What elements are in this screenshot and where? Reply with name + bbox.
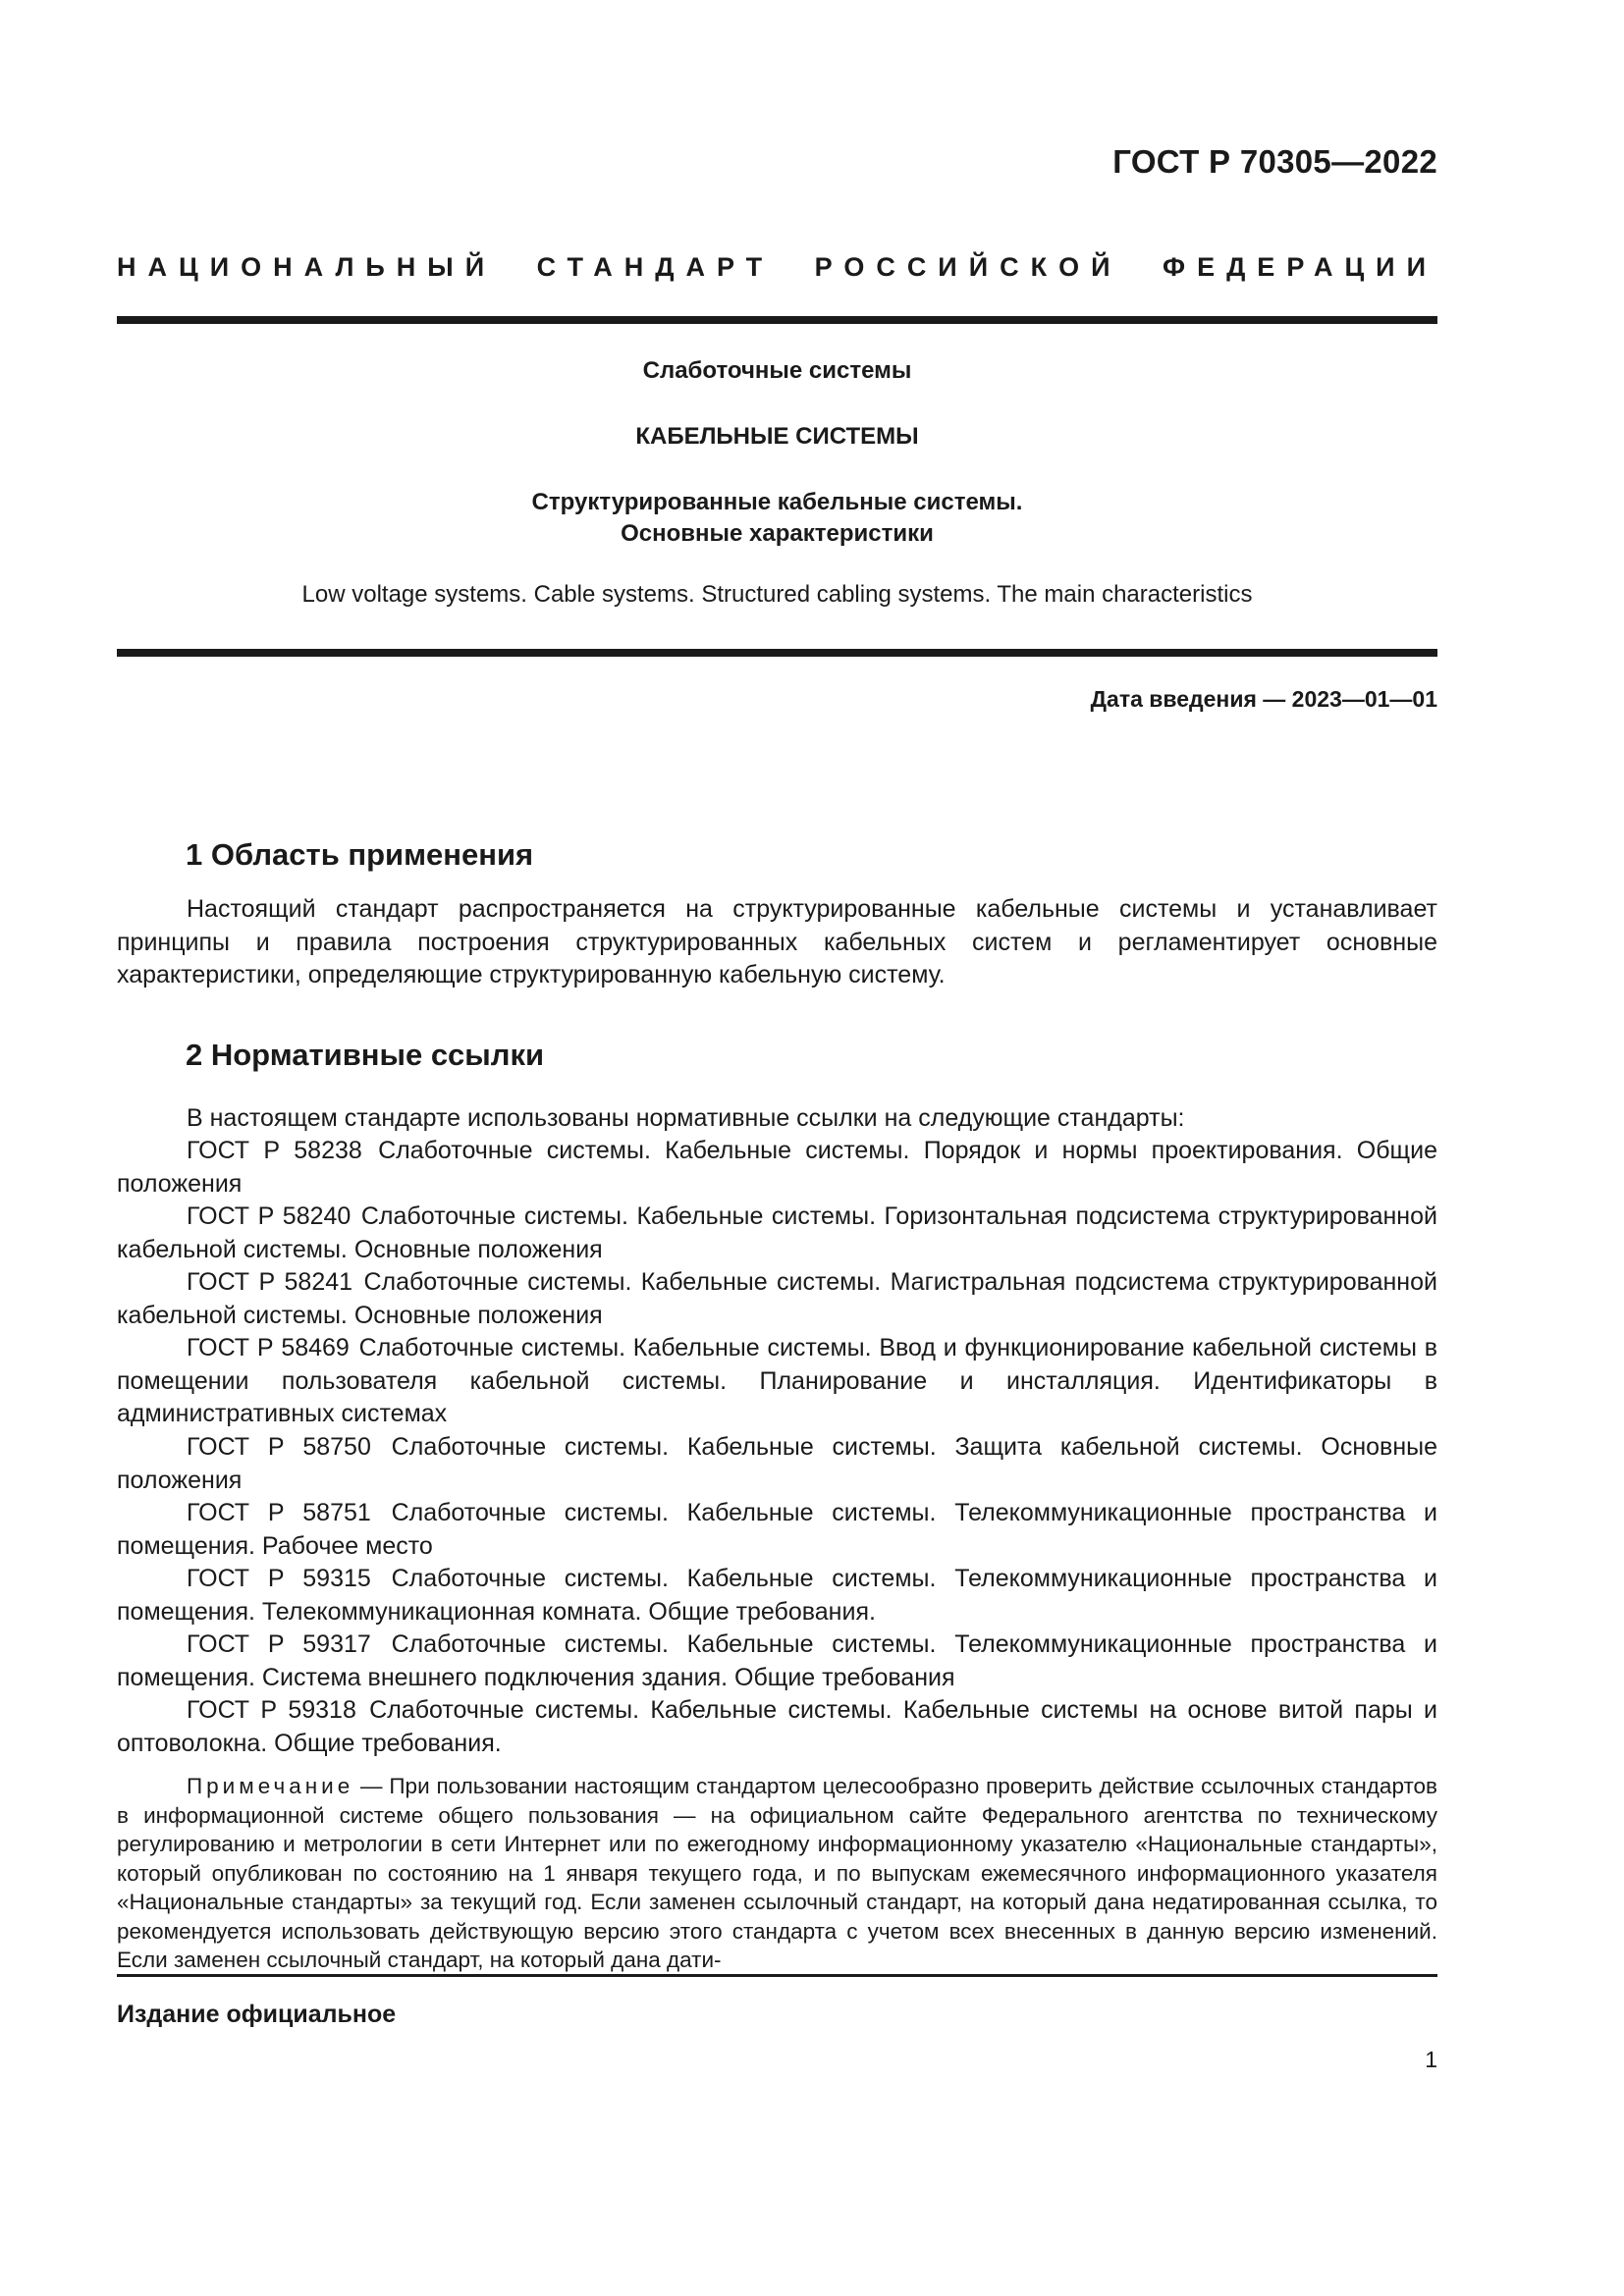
- reference-item: [117, 1563, 1437, 1629]
- title-line-4: Основные характеристики: [621, 520, 934, 547]
- reference-code: ГОСТ Р 58750: [187, 1433, 371, 1461]
- note-text: — При пользовании настоящим стандартом целесообразно проверить действие ссылочных стандартов в информационной системе общего пользования — на официальном сайте Федерального агентства по техническому регулированию и метрологии в сети Интернет или по ежегодному информационному указателю «Национальные стандарты», который опубликован по состоянию на 1 января текущего года, и по выпускам ежемесячного информационного указателя «Национальные стандарты» за текущий год. Если заменен ссылочный стандарт, на который дана недатированная ссылка, то рекомендуется использовать действующую версию этого стандарта с учетом всех внесенных в данную версию изменений. Если заменен ссылочный стандарт, на который дана дати-: [117, 1774, 1437, 1972]
- footer-divider: [117, 1974, 1437, 1977]
- reference-code: ГОСТ Р 59318: [187, 1696, 356, 1724]
- reference-title: Слаботочные системы. Кабельные системы. Кабельные системы на основе витой пары и оптоволокна. Общие требования.: [117, 1696, 1437, 1757]
- reference-title: Слаботочные системы. Кабельные системы. Телекоммуникационные пространства и помещения. Телекоммуникационная комната. Общие требования.: [117, 1565, 1437, 1626]
- reference-item: [117, 1431, 1437, 1497]
- note-paragraph: [117, 1772, 1437, 1975]
- reference-title: Слаботочные системы. Кабельные системы. Защита кабельной системы. Основные положения: [117, 1433, 1437, 1494]
- reference-item: [117, 1135, 1437, 1201]
- note-label: Примечание: [187, 1774, 354, 1798]
- national-standard-heading: НАЦИОНАЛЬНЫЙ СТАНДАРТ РОССИЙСКОЙ ФЕДЕРАЦИИ: [117, 252, 1437, 282]
- reference-item: [117, 1497, 1437, 1563]
- reference-item: [117, 1332, 1437, 1431]
- section-1-text: Настоящий стандарт распространяется на структурированные кабельные системы и устанавливает принципы и правила построения структурированных кабельных систем и регламентирует основные характеристики, определяющие структурированную кабельную систему.: [117, 895, 1437, 988]
- reference-title: Слаботочные системы. Кабельные системы. Горизонтальная подсистема структурированной кабельной системы. Основные положения: [117, 1202, 1437, 1263]
- page-number: 1: [1425, 2047, 1437, 2072]
- introduction-date: Дата введения — 2023—01—01: [1090, 686, 1437, 712]
- reference-title: Слаботочные системы. Кабельные системы. Магистральная подсистема структурированной кабельной системы. Основные положения: [117, 1268, 1437, 1329]
- reference-title: Слаботочные системы. Кабельные системы. Порядок и нормы проектирования. Общие положения: [117, 1137, 1437, 1198]
- reference-code: ГОСТ Р 58751: [187, 1499, 371, 1526]
- reference-code: ГОСТ Р 58469: [187, 1334, 350, 1362]
- gost-number: ГОСТ Р 70305—2022: [1112, 143, 1437, 180]
- title-line-2: КАБЕЛЬНЫЕ СИСТЕМЫ: [635, 423, 919, 450]
- reference-code: ГОСТ Р 59315: [187, 1565, 371, 1592]
- reference-item: [117, 1266, 1437, 1332]
- reference-title: Слаботочные системы. Кабельные системы. Ввод и функционирование кабельной системы в помещении пользователя кабельной системы. Планирование и инсталляция. Идентификаторы в административных системах: [117, 1334, 1437, 1427]
- reference-title: Слаботочные системы. Кабельные системы. Телекоммуникационные пространства и помещения. Система внешнего подключения здания. Общие требования: [117, 1630, 1437, 1691]
- section-1-heading: 1 Область применения: [186, 837, 534, 872]
- reference-code: ГОСТ Р 58238: [187, 1137, 362, 1164]
- title-divider: [117, 649, 1437, 657]
- section-2-heading: 2 Нормативные ссылки: [186, 1038, 545, 1072]
- reference-code: ГОСТ Р 58240: [187, 1202, 352, 1230]
- reference-code: ГОСТ Р 59317: [187, 1630, 371, 1658]
- reference-item: [117, 1694, 1437, 1760]
- top-divider: [117, 316, 1437, 324]
- edition-label: Издание официальное: [117, 2001, 397, 2028]
- title-line-1: Слаботочные системы: [642, 357, 912, 384]
- section-2-intro: В настоящем стандарте использованы нормативные ссылки на следующие стандарты:: [187, 1104, 1185, 1132]
- reference-item: [117, 1201, 1437, 1266]
- title-line-3: Структурированные кабельные системы.: [531, 489, 1023, 515]
- document-page: [117, 0, 1437, 2296]
- english-title: Low voltage systems. Cable systems. Structured cabling systems. The main characteristics: [301, 581, 1253, 608]
- reference-item: [117, 1629, 1437, 1694]
- reference-code: ГОСТ Р 58241: [187, 1268, 353, 1296]
- reference-title: Слаботочные системы. Кабельные системы. Телекоммуникационные пространства и помещения. Рабочее место: [117, 1499, 1437, 1560]
